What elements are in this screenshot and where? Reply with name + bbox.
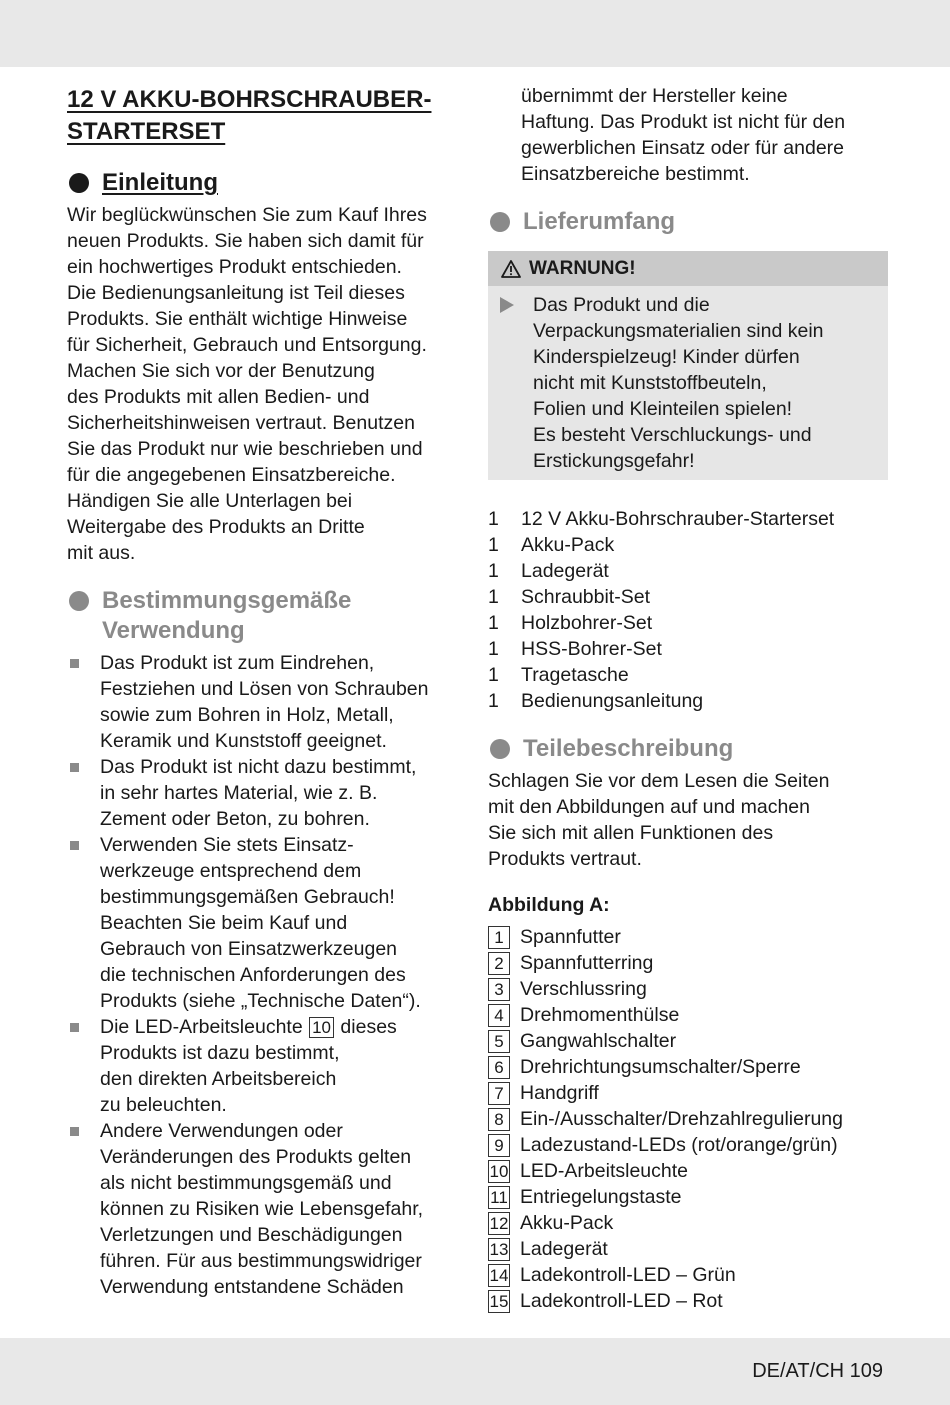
- part-number: 3: [488, 978, 510, 1001]
- part-name: Entriegelungstaste: [520, 1186, 682, 1208]
- bullet-icon: [490, 739, 510, 759]
- part-name: Ladekontroll-LED – Rot: [520, 1290, 723, 1312]
- list-item: [488, 1262, 888, 1288]
- item-name: 12 V Akku-Bohrschrauber-Starterset: [521, 508, 835, 530]
- list-item: [488, 1236, 888, 1262]
- list-item: [488, 688, 888, 714]
- top-band: [0, 0, 950, 67]
- part-number: 11: [488, 1186, 510, 1209]
- item-name: Tragetasche: [521, 664, 629, 686]
- intro-paragraph: Wir beglückwünschen Sie zum Kauf Ihres neuen Produkts. Sie haben sich damit für ein hochwertiges Produkt entschieden. Die Bedienungsanleitung ist Teil dieses Produkts. Sie enthält wichtige Hinweise für Sicherheit, Gebrauch und Entsorgung. Machen Sie sich vor der Benutzung des Produkts mit allen Bedien- und Sicherheitshinweisen vertraut. Benutzen Sie das Produkt nur wie beschrieben und für die angegebenen Einsatzbereiche. Händigen Sie alle Unterlagen bei Weitergabe des Produkts an Dritte mit aus.: [67, 204, 427, 564]
- part-number: 5: [488, 1030, 510, 1053]
- list-item-text: dieses Produkts ist dazu bestimmt, den direkten Arbeitsbereich zu beleuchten.: [100, 1016, 397, 1116]
- scope-heading-text: Lieferumfang: [523, 208, 676, 235]
- part-name: Ladegerät: [520, 1238, 608, 1260]
- list-item: [488, 950, 888, 976]
- parts-heading-text: Teilebeschreibung: [523, 735, 734, 762]
- list-item: [488, 610, 888, 636]
- item-quantity: 1: [488, 560, 499, 582]
- part-name: Gangwahlschalter: [520, 1030, 677, 1052]
- part-number: 14: [489, 1265, 509, 1285]
- document-title-line-2: STARTERSET: [67, 118, 226, 145]
- parts-heading: [488, 734, 888, 764]
- usage-list: [67, 650, 467, 1300]
- list-item: [488, 532, 888, 558]
- usage-heading-text: [102, 586, 351, 646]
- part-number: 1: [488, 926, 510, 949]
- part-name: Verschlussring: [520, 978, 647, 1000]
- part-name: Handgriff: [520, 1082, 599, 1104]
- bullet-icon: [69, 173, 89, 193]
- usage-heading-line-2: Verwendung: [102, 617, 245, 644]
- item-quantity: 1: [488, 534, 499, 556]
- part-number: 6: [488, 1056, 510, 1079]
- scope-list: [488, 506, 888, 714]
- list-item: [488, 1288, 888, 1314]
- item-quantity: 1: [488, 690, 499, 712]
- part-name: Spannfutter: [520, 926, 621, 948]
- warning-box: [488, 251, 888, 480]
- warning-triangle-icon: [501, 260, 521, 278]
- part-number: 2: [488, 952, 510, 975]
- part-name: Ladekontroll-LED – Grün: [520, 1264, 736, 1286]
- item-name: Schraubbit-Set: [521, 586, 650, 608]
- list-item: [488, 924, 888, 950]
- list-item: [488, 1158, 888, 1184]
- list-item: [488, 1210, 888, 1236]
- item-quantity: 1: [488, 664, 499, 686]
- list-item: Das Produkt ist nicht dazu bestimmt, in sehr hartes Material, wie z. B. Zement oder Beton, zu bohren.: [67, 754, 467, 832]
- list-item: [488, 1028, 888, 1054]
- part-name: Akku-Pack: [520, 1212, 614, 1234]
- list-item: [488, 1002, 888, 1028]
- left-column: [67, 80, 467, 1300]
- item-name: Bedienungsanleitung: [521, 690, 704, 712]
- part-number: 8: [488, 1108, 510, 1131]
- parts-list: [488, 924, 888, 1314]
- list-item: [488, 506, 888, 532]
- list-item: Verwenden Sie stets Einsatz- werkzeuge entsprechend dem bestimmungsgemäßen Gebrauch! Beachten Sie beim Kauf und Gebrauch von Einsatzwerkzeugen die technischen Anforderungen des Produkts (siehe „Technische Daten“).: [67, 832, 467, 1014]
- intro-heading: [67, 168, 467, 198]
- warning-header: [488, 251, 888, 286]
- list-item: [488, 662, 888, 688]
- figure-label: Abbildung A:: [488, 894, 610, 916]
- list-item: [488, 1054, 888, 1080]
- list-item: Das Produkt ist zum Eindrehen, Festziehen und Lösen von Schrauben sowie zum Bohren in Holz, Metall, Keramik und Kunststoff geeignet.: [67, 650, 467, 754]
- part-name: Drehrichtungsumschalter/Sperre: [520, 1056, 801, 1078]
- list-item: [488, 1184, 888, 1210]
- list-item: [488, 558, 888, 584]
- part-name: Drehmomenthülse: [520, 1004, 680, 1026]
- bullet-icon: [69, 591, 89, 611]
- part-number: 10: [489, 1161, 509, 1181]
- document-title: [67, 84, 467, 148]
- item-quantity: 1: [488, 638, 499, 660]
- list-item: [488, 1132, 888, 1158]
- part-reference-number: 10: [309, 1017, 334, 1038]
- list-item: [488, 976, 888, 1002]
- item-quantity: 1: [488, 586, 499, 608]
- item-name: Ladegerät: [521, 560, 609, 582]
- list-item: [488, 1080, 888, 1106]
- item-name: HSS-Bohrer-Set: [521, 638, 662, 660]
- part-number: 9: [488, 1134, 510, 1157]
- part-name: Ein-/Ausschalter/Drehzahlregulierung: [520, 1108, 843, 1130]
- item-quantity: 1: [488, 612, 499, 634]
- page-number: DE/AT/CH 109: [752, 1360, 883, 1382]
- list-item: [67, 1014, 467, 1118]
- parts-intro: Schlagen Sie vor dem Lesen die Seiten mit den Abbildungen auf und machen Sie sich mit allen Funktionen des Produkts vertraut.: [488, 770, 830, 870]
- usage-heading: [67, 586, 467, 646]
- item-name: Akku-Pack: [521, 534, 615, 556]
- part-name: Spannfutterring: [520, 952, 654, 974]
- usage-heading-line-1: Bestimmungsgemäße: [102, 587, 352, 614]
- part-number: 13: [489, 1239, 509, 1259]
- scope-heading: [488, 207, 888, 237]
- list-item: [488, 584, 888, 610]
- part-number: 7: [488, 1082, 510, 1105]
- warning-title: WARNUNG!: [529, 257, 636, 279]
- list-item: [488, 1106, 888, 1132]
- list-item: Andere Verwendungen oder Veränderungen des Produkts gelten als nicht bestimmungsgemäß und können zu Risiken wie Lebensgefahr, Verletzungen und Beschädigungen führen. Für aus bestimmungswidriger Verwendung entstandene Schäden: [67, 1118, 467, 1300]
- part-name: LED-Arbeitsleuchte: [520, 1160, 688, 1182]
- part-number: 15: [489, 1291, 509, 1311]
- item-quantity: 1: [488, 508, 499, 530]
- bullet-icon: [490, 212, 510, 232]
- arrow-right-icon: [500, 297, 514, 313]
- part-number: 4: [488, 1004, 510, 1027]
- continued-paragraph: übernimmt der Hersteller keine Haftung. Das Produkt ist nicht für den gewerblichen Einsatz oder für andere Einsatzbereiche bestimmt.: [521, 85, 846, 185]
- item-name: Holzbohrer-Set: [521, 612, 653, 634]
- document-title-line-1: 12 V AKKU-BOHRSCHRAUBER-: [67, 86, 432, 113]
- list-item-text: Die LED-Arbeitsleuchte: [100, 1016, 309, 1038]
- right-column: [488, 83, 888, 1314]
- warning-text: Das Produkt und die Verpackungsmaterialien sind kein Kinderspielzeug! Kinder dürfen nicht mit Kunststoffbeuteln, Folien und Kleinteilen spielen! Es besteht Verschluckungs- und Erstickungsgefahr!: [533, 294, 824, 472]
- list-item: [488, 636, 888, 662]
- warning-body: [488, 286, 888, 480]
- part-number: 12: [489, 1213, 509, 1233]
- part-name: Ladezustand-LEDs (rot/orange/grün): [520, 1134, 838, 1156]
- intro-heading-text: Einleitung: [102, 169, 218, 196]
